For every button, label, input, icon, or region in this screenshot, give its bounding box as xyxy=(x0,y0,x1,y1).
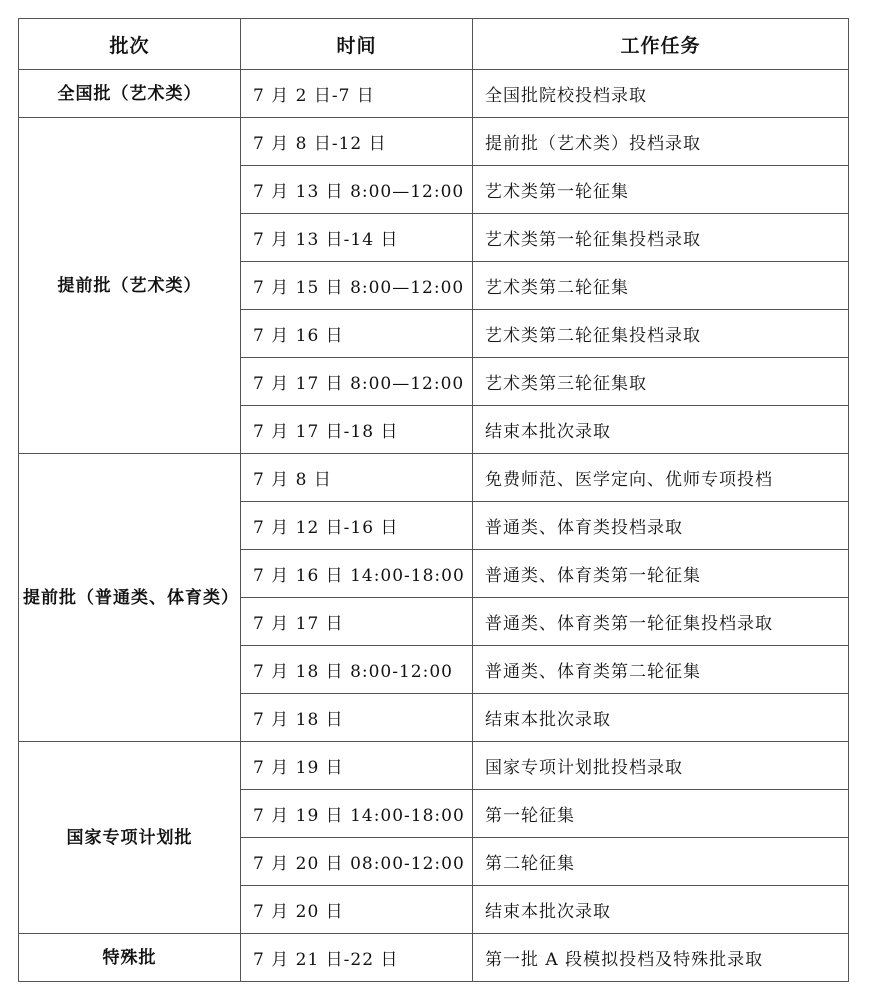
time-cell: 7 月 16 日 xyxy=(241,310,473,358)
time-cell: 7 月 16 日 14:00-18:00 xyxy=(241,550,473,598)
time-cell: 7 月 19 日 xyxy=(241,742,473,790)
task-cell: 普通类、体育类第一轮征集 xyxy=(473,550,849,598)
time-cell: 7 月 17 日 xyxy=(241,598,473,646)
table-body xyxy=(19,70,849,982)
table-header-row xyxy=(19,19,849,70)
task-cell: 第一轮征集 xyxy=(473,790,849,838)
time-cell: 7 月 18 日 8:00-12:00 xyxy=(241,646,473,694)
task-cell: 第二轮征集 xyxy=(473,838,849,886)
time-cell: 7 月 2 日-7 日 xyxy=(241,70,473,118)
time-cell: 7 月 13 日-14 日 xyxy=(241,214,473,262)
batch-cell: 提前批（普通类、体育类） xyxy=(19,454,241,742)
table-row xyxy=(19,70,849,118)
batch-cell: 提前批（艺术类） xyxy=(19,118,241,454)
task-cell: 全国批院校投档录取 xyxy=(473,70,849,118)
time-cell: 7 月 13 日 8:00—12:00 xyxy=(241,166,473,214)
time-cell: 7 月 19 日 14:00-18:00 xyxy=(241,790,473,838)
time-cell: 7 月 17 日-18 日 xyxy=(241,406,473,454)
admission-schedule-table xyxy=(18,18,849,982)
task-cell: 提前批（艺术类）投档录取 xyxy=(473,118,849,166)
time-cell: 7 月 12 日-16 日 xyxy=(241,502,473,550)
table-row xyxy=(19,934,849,982)
time-cell: 7 月 17 日 8:00—12:00 xyxy=(241,358,473,406)
task-cell: 艺术类第一轮征集 xyxy=(473,166,849,214)
task-cell: 结束本批次录取 xyxy=(473,886,849,934)
task-cell: 艺术类第二轮征集投档录取 xyxy=(473,310,849,358)
task-cell: 第一批 A 段模拟投档及特殊批录取 xyxy=(473,934,849,982)
time-cell: 7 月 18 日 xyxy=(241,694,473,742)
task-cell: 结束本批次录取 xyxy=(473,694,849,742)
task-cell: 普通类、体育类第一轮征集投档录取 xyxy=(473,598,849,646)
task-cell: 结束本批次录取 xyxy=(473,406,849,454)
task-cell: 艺术类第二轮征集 xyxy=(473,262,849,310)
batch-cell: 特殊批 xyxy=(19,934,241,982)
table-row xyxy=(19,742,849,790)
header-task: 工作任务 xyxy=(473,19,849,70)
time-cell: 7 月 8 日-12 日 xyxy=(241,118,473,166)
task-cell: 国家专项计划批投档录取 xyxy=(473,742,849,790)
header-time: 时间 xyxy=(241,19,473,70)
task-cell: 艺术类第一轮征集投档录取 xyxy=(473,214,849,262)
task-cell: 普通类、体育类投档录取 xyxy=(473,502,849,550)
time-cell: 7 月 21 日-22 日 xyxy=(241,934,473,982)
task-cell: 艺术类第三轮征集取 xyxy=(473,358,849,406)
time-cell: 7 月 15 日 8:00—12:00 xyxy=(241,262,473,310)
time-cell: 7 月 8 日 xyxy=(241,454,473,502)
table-row xyxy=(19,454,849,502)
header-batch: 批次 xyxy=(19,19,241,70)
batch-cell: 国家专项计划批 xyxy=(19,742,241,934)
batch-cell: 全国批（艺术类） xyxy=(19,70,241,118)
task-cell: 普通类、体育类第二轮征集 xyxy=(473,646,849,694)
task-cell: 免费师范、医学定向、优师专项投档 xyxy=(473,454,849,502)
time-cell: 7 月 20 日 xyxy=(241,886,473,934)
time-cell: 7 月 20 日 08:00-12:00 xyxy=(241,838,473,886)
table-row xyxy=(19,118,849,166)
